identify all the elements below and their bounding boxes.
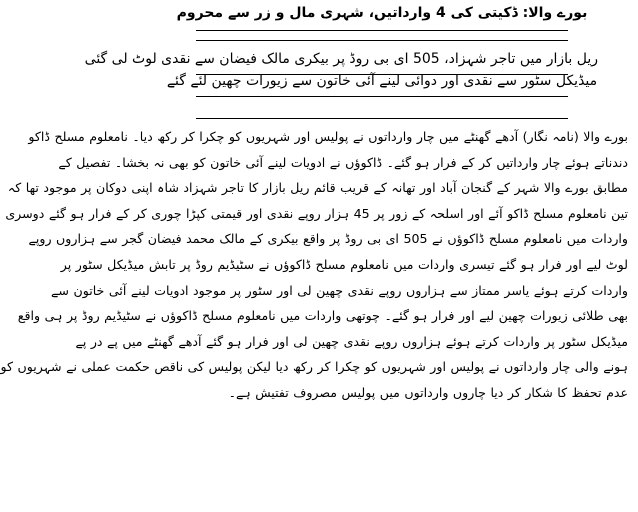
body-line: لوٹ لیے اور فرار ہو گئے تیسری واردات میں نامعلوم مسلح ڈاکوؤں نے سٹیڈیم روڈ پر تابش میڈیکل سٹور پر xyxy=(60,256,628,272)
body-line: واردات کرتے ہوئے یاسر ممتاز سے ہزاروں روپے نقدی چھین لی اور سٹور پر موجود ادویات لینے آئی خاتون سے xyxy=(51,282,628,298)
body-line: واردات میں نامعلوم مسلح ڈاکوؤں نے 505 ای بی روڈ پر واقع بیکری کے مالک محمد فیضان گجر سے ہزاروں روپے xyxy=(28,231,628,247)
article-body xyxy=(0,124,628,406)
headline-divider-top xyxy=(196,30,568,31)
headline: بورے والا: ڈکیتی کی 4 وارداتیں، شہری مال و زر سے محروم xyxy=(176,5,588,21)
subheadline-1: ریل بازار میں تاجر شہزاد، 505 ای بی روڈ پر بیکری مالک فیضان سے نقدی لوٹ لی گئی xyxy=(84,51,598,67)
subheadline-divider-2 xyxy=(196,96,568,97)
body-line: میڈیکل سٹور پر واردات کرتے ہوئے ہزاروں روپے نقدی چھین لی اور فرار ہو گئے آدھے گھنٹے میں پے در پے xyxy=(75,333,628,349)
body-line: عدم تحفظ کا شکار کر دیا چاروں وارداتوں میں پولیس مصروف تفتیش ہے۔ xyxy=(228,384,628,400)
body-line: تین نامعلوم مسلح ڈاکو آئے اور اسلحہ کے زور پر 45 ہزار روپے نقدی اور قیمتی کپڑا چوری کر کے فرار ہو گئے دوسری xyxy=(5,205,628,221)
body-line: مطابق بورے والا شہر کے گنجان آباد اور تھانہ کے قریب قائم ریل بازار کا تاجر شہزاد شاہ اپنی دوکان پر موجود تھا کہ xyxy=(7,180,628,196)
body-line: ہونے والی چار وارداتوں نے پولیس اور شہریوں کو چکرا کر رکھ دیا لیکن پولیس کی ناقص حکمت عملی نے شہریوں کو xyxy=(0,359,628,375)
body-line: دندناتے ہوئے چار وارداتیں کر کے فرار ہو گئے۔ ڈاکوؤں نے ادویات لینے آئی خاتون کو بھی نہ بخشا۔ تفصیل کے xyxy=(58,154,628,170)
body-line: بھی طلائی زیورات چھین لیے اور فرار ہو گئے۔ چوتھی واردات میں نامعلوم مسلح ڈاکوؤں نے سٹیڈیم روڈ پر ہی واقع xyxy=(17,308,628,324)
subheadline-divider-3 xyxy=(196,118,568,119)
body-line: بورے والا (نامہ نگار) آدھے گھنٹے میں چار وارداتوں نے پولیس اور شہریوں کو چکرا کر رکھ دیا۔ نامعلوم مسلح ڈاکو xyxy=(28,129,628,144)
subheadline-2: میڈیکل سٹور سے نقدی اور دوائی لینے آئی خاتون سے زیورات چھین لئے گئے xyxy=(166,73,598,89)
headline-divider-bottom xyxy=(196,40,568,41)
